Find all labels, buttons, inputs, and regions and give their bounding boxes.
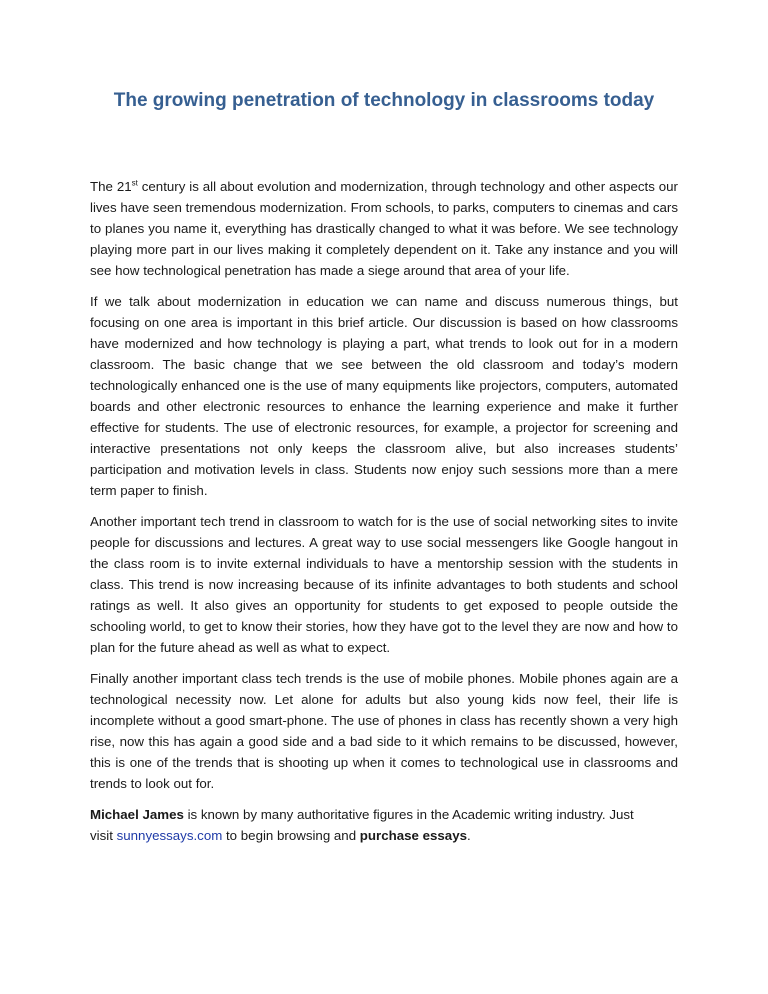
paragraph-intro-start: The 21 [90, 179, 132, 194]
ordinal-suffix: st [131, 178, 138, 188]
browse-text: to begin browsing and [222, 828, 360, 843]
document-title: The growing penetration of technology in classrooms today [113, 90, 655, 111]
author-note [90, 804, 678, 846]
author-description: is known by many authoritative figures in the Academic writing industry. Just [183, 807, 634, 822]
paragraph-education: If we talk about modernization in education we can name and discuss numerous things, but focusing on one area is important in this brief article. Our discussion is based on how classrooms have modernized and how technology is playing a part, what trends to look out for in a modern classroom. The basic change that we see between the old classroom and today’s modern technologically enhanced one is the use of many equipments like projectors, computers, automated boards and other electronic resources to enhance the learning experience and make it further effective for students. The use of electronic resources, for example, a projector for screening and interactive presentations not only keeps the classroom alive, but also increases students’ participation and motivation levels in class. Students now enjoy such sessions more than a mere term paper to finish. [90, 294, 678, 498]
visit-text: visit [90, 828, 117, 843]
website-link[interactable]: sunnyessays.com [116, 828, 223, 843]
paragraph-intro-rest: century is all about evolution and modernization, through technology and other aspects our lives have seen tremendous modernization. From schools, to parks, computers to cinemas and cars to planes you name it, everything has drastically changed to what it was before. We see technology playing more part in our lives making it completely dependent on it. Take any instance and you will see how technological penetration has made a siege around that area of your life. [90, 179, 678, 278]
document-body [90, 176, 678, 856]
paragraph-intro [90, 176, 678, 281]
sentence-end: . [466, 828, 471, 843]
paragraph-mobile-phones: Finally another important class tech trends is the use of mobile phones. Mobile phones again are a technological necessity now. Let alone for adults but also young kids now feel, their life is incomplete without a good smart-phone. The use of phones in class has recently shown a very high rise, now this has again a good side and a bad side to it which remains to be discussed, however, this is one of the trends that is shooting up when it comes to technological use in classrooms and trends to look out for. [90, 671, 678, 791]
author-name: Michael James [90, 807, 184, 822]
paragraph-social-networking: Another important tech trend in classroom to watch for is the use of social networking sites to invite people for discussions and lectures. A great way to use social messengers like Google hangout in the class room is to invite external individuals to have a mentorship session with the students in class. This trend is now increasing because of its infinite advantages to both students and school ratings as well. It also gives an opportunity for students to get exposed to people outside the schooling world, to get to know their stories, how they have got to the level they are now and how to plan for the future ahead as well as what to expect. [90, 514, 678, 655]
purchase-essays-text: purchase essays [359, 828, 467, 843]
